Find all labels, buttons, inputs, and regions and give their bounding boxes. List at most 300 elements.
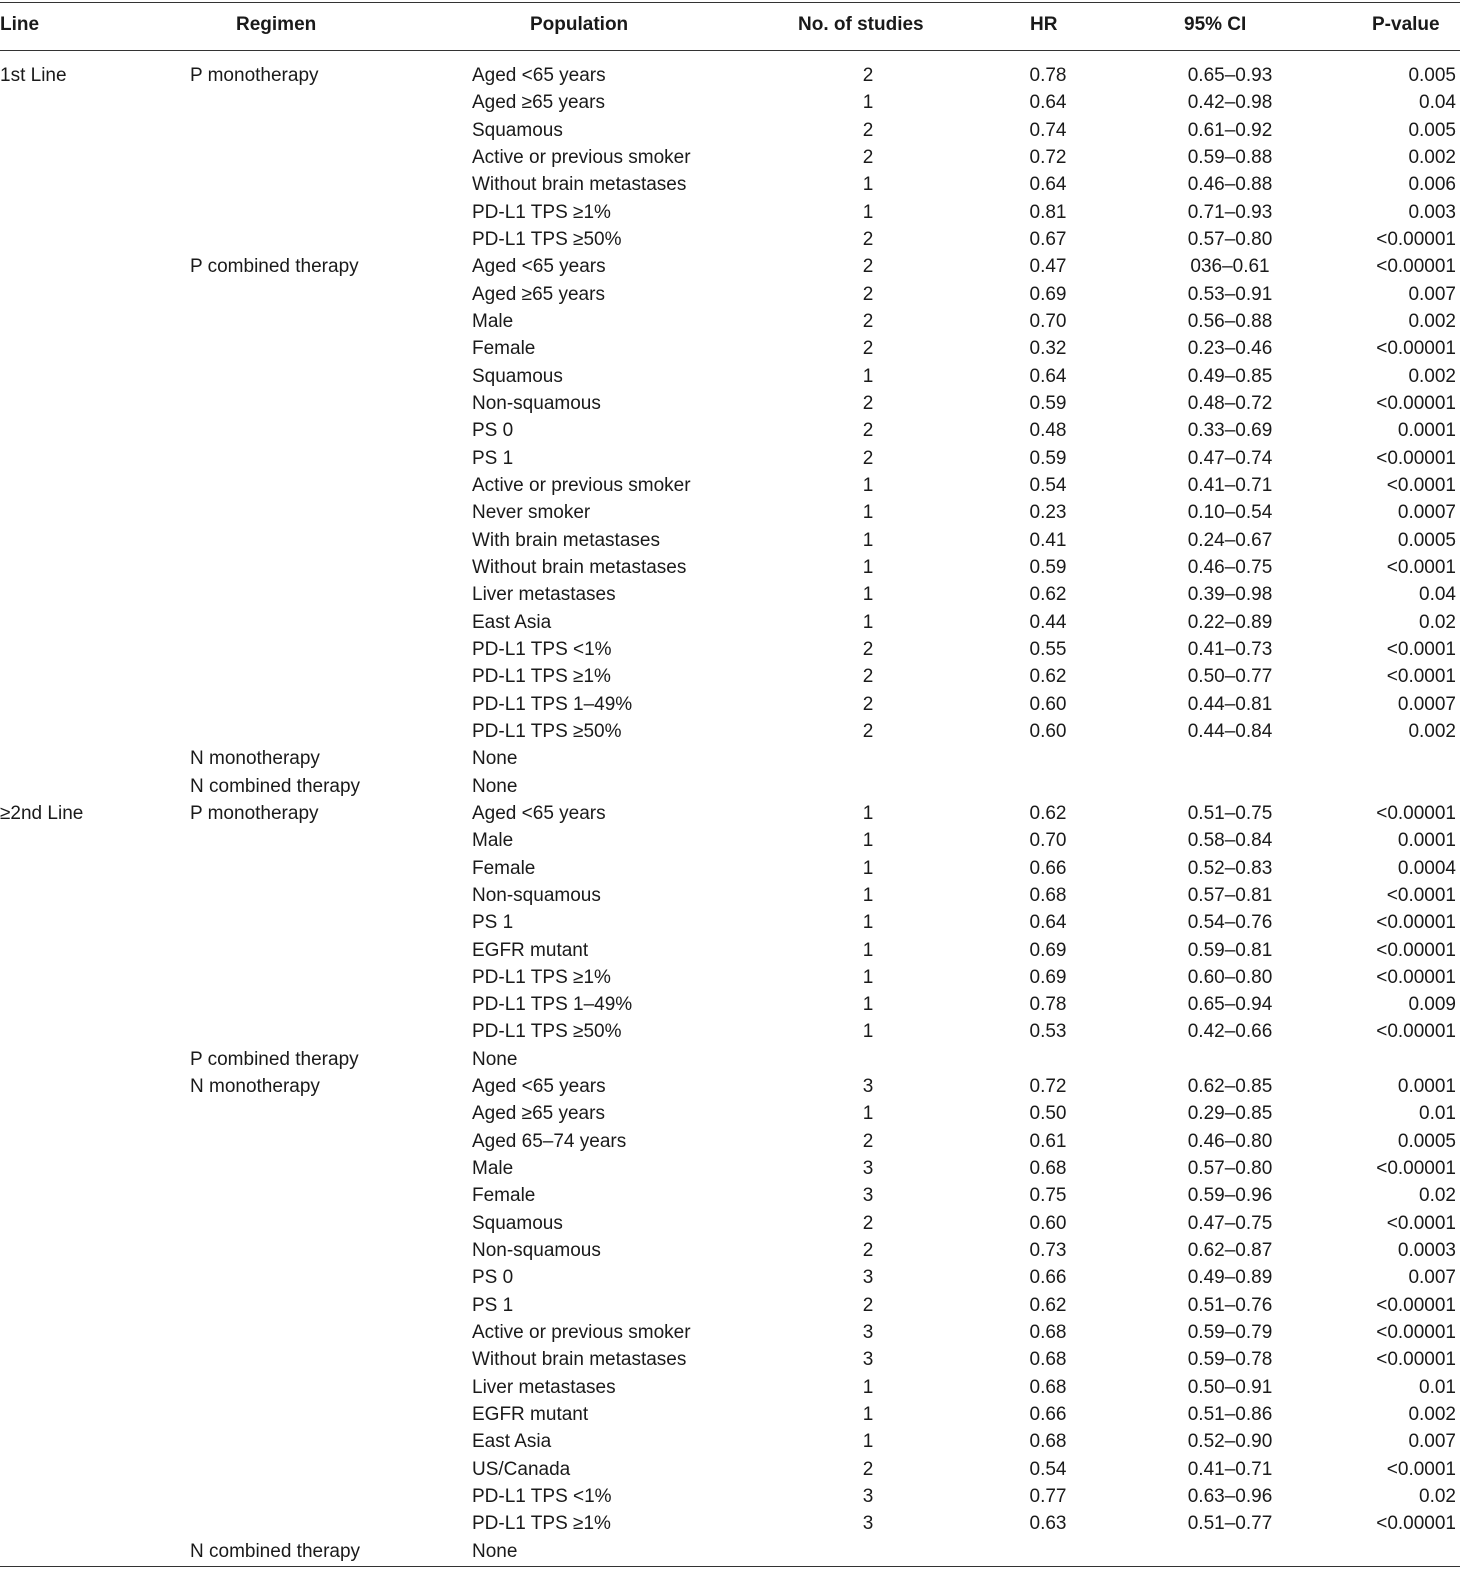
cell-studies: 2 <box>862 228 874 250</box>
cell-hr: 0.81 <box>1029 201 1067 223</box>
cell-ci: 0.50–0.77 <box>1187 666 1273 688</box>
cell-p-value: <0.00001 <box>1376 392 1456 414</box>
cell-hr: 0.60 <box>1029 1212 1067 1234</box>
table-row <box>0 718 1460 745</box>
cell-p-value: <0.00001 <box>1376 228 1456 250</box>
cell-p-value: 0.005 <box>1408 65 1456 86</box>
cell-hr: 0.32 <box>1029 338 1067 360</box>
table-row <box>0 253 1460 280</box>
cell-population: US/Canada <box>472 1458 571 1480</box>
cell-p-value: 0.002 <box>1408 720 1456 742</box>
table-row <box>0 1046 1460 1073</box>
cell-regimen: N combined therapy <box>190 775 361 797</box>
cell-p-value: <0.00001 <box>1376 1158 1456 1180</box>
cell-population: Liver metastases <box>472 1376 616 1398</box>
cell-p-value: 0.007 <box>1408 1431 1456 1453</box>
table-row <box>0 472 1460 499</box>
cell-studies: 2 <box>862 119 874 141</box>
table-row <box>0 909 1460 936</box>
cell-hr: 0.68 <box>1029 884 1067 906</box>
cell-population: PD-L1 TPS 1–49% <box>472 994 633 1016</box>
cell-ci: 0.44–0.84 <box>1187 720 1273 742</box>
cell-ci: 0.51–0.86 <box>1187 1404 1273 1426</box>
header-population: Population <box>530 14 629 35</box>
cell-p-value: 0.01 <box>1419 1103 1456 1125</box>
table-row <box>0 308 1460 335</box>
table-body <box>0 62 1460 1565</box>
cell-hr <box>1008 1538 1088 1565</box>
cell-ci: 0.57–0.80 <box>1187 1158 1273 1180</box>
cell-population: Liver metastases <box>472 584 616 606</box>
cell-hr: 0.41 <box>1029 529 1067 551</box>
cell-line: 1st Line <box>0 65 67 86</box>
cell-p-value: 0.006 <box>1408 174 1456 196</box>
table-row <box>0 499 1460 526</box>
cell-ci: 0.59–0.78 <box>1187 1349 1273 1371</box>
table-row <box>0 1346 1460 1373</box>
cell-ci: 0.39–0.98 <box>1187 584 1273 606</box>
table-row <box>0 1264 1460 1291</box>
cell-studies: 1 <box>862 994 874 1016</box>
cell-hr: 0.59 <box>1029 556 1067 578</box>
cell-population: Without brain metastases <box>472 556 687 578</box>
cell-population: Squamous <box>472 1212 563 1234</box>
cell-ci: 0.65–0.94 <box>1187 994 1273 1016</box>
cell-studies: 1 <box>862 1431 874 1453</box>
cell-studies: 2 <box>862 1458 874 1480</box>
cell-hr: 0.68 <box>1029 1158 1067 1180</box>
cell-ci: 0.41–0.71 <box>1187 474 1273 496</box>
cell-p-value: 0.04 <box>1419 584 1456 606</box>
cell-p-value: <0.00001 <box>1376 912 1456 934</box>
cell-studies: 2 <box>862 638 874 660</box>
cell-hr: 0.69 <box>1029 939 1067 961</box>
cell-ci: 0.41–0.71 <box>1187 1458 1273 1480</box>
cell-studies: 2 <box>862 1240 874 1262</box>
cell-p-value: 0.0005 <box>1397 1130 1456 1152</box>
table-row <box>0 1237 1460 1264</box>
table-row <box>0 417 1460 444</box>
cell-ci: 0.63–0.96 <box>1187 1486 1273 1508</box>
table-row <box>0 1292 1460 1319</box>
cell-hr: 0.75 <box>1029 1185 1067 1207</box>
header-line: Line <box>0 14 40 35</box>
cell-hr: 0.70 <box>1029 830 1067 852</box>
cell-population: Aged <65 years <box>472 802 606 824</box>
cell-p-value <box>1330 1538 1456 1565</box>
cell-p-value: <0.0001 <box>1386 638 1456 660</box>
cell-population: PS 0 <box>472 420 514 442</box>
cell-hr: 0.77 <box>1029 1486 1067 1508</box>
cell-studies: 1 <box>862 1376 874 1398</box>
cell-studies: 1 <box>862 1404 874 1426</box>
table-row <box>0 1018 1460 1045</box>
cell-population: Active or previous smoker <box>472 1322 691 1344</box>
table-row <box>0 800 1460 827</box>
cell-population: Without brain metastases <box>472 174 687 196</box>
table-row <box>0 281 1460 308</box>
cell-studies: 1 <box>862 830 874 852</box>
cell-hr: 0.78 <box>1029 994 1067 1016</box>
cell-population: East Asia <box>472 611 552 633</box>
cell-population: Female <box>472 857 536 879</box>
cell-p-value: <0.00001 <box>1376 939 1456 961</box>
cell-ci: 0.57–0.81 <box>1187 884 1273 906</box>
cell-p-value: <0.00001 <box>1376 1513 1456 1535</box>
cell-population: Non-squamous <box>472 392 601 414</box>
cell-ci: 0.51–0.76 <box>1187 1294 1273 1316</box>
cell-studies: 1 <box>862 502 874 524</box>
table-row <box>0 827 1460 854</box>
table-row <box>0 1374 1460 1401</box>
cell-hr: 0.62 <box>1029 666 1067 688</box>
cell-studies: 1 <box>862 912 874 934</box>
cell-ci: 0.29–0.85 <box>1187 1103 1273 1125</box>
cell-studies: 1 <box>862 611 874 633</box>
cell-hr: 0.64 <box>1029 365 1067 387</box>
cell-p-value: <0.0001 <box>1386 1458 1456 1480</box>
cell-population: None <box>472 748 518 770</box>
table-row <box>0 964 1460 991</box>
cell-studies: 2 <box>862 420 874 442</box>
cell-regimen: N monotherapy <box>190 748 320 770</box>
cell-p-value: 0.0001 <box>1397 1076 1456 1098</box>
cell-hr: 0.73 <box>1029 1240 1067 1262</box>
cell-studies: 1 <box>862 92 874 114</box>
cell-ci: 0.10–0.54 <box>1187 502 1273 524</box>
cell-population: Aged ≥65 years <box>472 92 605 114</box>
header-hr: HR <box>1030 14 1058 35</box>
cell-p-value: 0.02 <box>1419 1185 1456 1207</box>
cell-regimen: N monotherapy <box>190 1076 320 1098</box>
table-row <box>0 335 1460 362</box>
cell-studies: 1 <box>862 365 874 387</box>
cell-ci: 0.47–0.75 <box>1187 1212 1273 1234</box>
cell-studies: 2 <box>862 666 874 688</box>
cell-hr: 0.66 <box>1029 857 1067 879</box>
cell-p-value: <0.00001 <box>1376 447 1456 469</box>
cell-ci: 0.46–0.88 <box>1187 174 1273 196</box>
cell-ci: 0.24–0.67 <box>1187 529 1273 551</box>
cell-population: PD-L1 TPS ≥1% <box>472 666 611 688</box>
cell-hr: 0.64 <box>1029 912 1067 934</box>
cell-studies: 2 <box>862 338 874 360</box>
cell-studies: 2 <box>862 65 874 86</box>
cell-line: ≥2nd Line <box>0 802 84 824</box>
table-row <box>0 62 1460 89</box>
cell-ci: 0.65–0.93 <box>1187 65 1273 86</box>
cell-ci: 0.42–0.66 <box>1187 1021 1273 1043</box>
cell-studies: 2 <box>862 310 874 332</box>
cell-studies: 2 <box>862 720 874 742</box>
cell-population: Female <box>472 1185 536 1207</box>
cell-ci: 0.56–0.88 <box>1187 310 1273 332</box>
table-row <box>0 745 1460 772</box>
cell-studies <box>828 745 908 772</box>
table-row <box>0 1456 1460 1483</box>
cell-hr <box>1008 1046 1088 1073</box>
table-row <box>0 554 1460 581</box>
cell-hr: 0.66 <box>1029 1404 1067 1426</box>
cell-hr: 0.68 <box>1029 1349 1067 1371</box>
cell-studies: 1 <box>862 201 874 223</box>
cell-studies: 1 <box>862 1103 874 1125</box>
cell-hr: 0.63 <box>1029 1513 1067 1535</box>
cell-ci: 0.57–0.80 <box>1187 228 1273 250</box>
cell-ci: 0.48–0.72 <box>1187 392 1273 414</box>
cell-ci <box>1160 1538 1300 1565</box>
cell-population: PD-L1 TPS ≥1% <box>472 966 611 988</box>
cell-population: None <box>472 1048 518 1070</box>
cell-ci: 0.62–0.85 <box>1187 1076 1273 1098</box>
cell-p-value: 0.0004 <box>1397 857 1456 879</box>
cell-hr: 0.61 <box>1029 1130 1067 1152</box>
cell-studies: 1 <box>862 474 874 496</box>
cell-hr: 0.72 <box>1029 1076 1067 1098</box>
cell-ci: 0.52–0.90 <box>1187 1431 1273 1453</box>
cell-studies: 3 <box>862 1322 874 1344</box>
table-row <box>0 581 1460 608</box>
cell-population: PS 0 <box>472 1267 514 1289</box>
cell-ci: 0.71–0.93 <box>1187 201 1273 223</box>
cell-ci: 0.59–0.88 <box>1187 146 1273 168</box>
cell-population: PS 1 <box>472 1294 514 1316</box>
table-row <box>0 691 1460 718</box>
cell-hr: 0.54 <box>1029 474 1067 496</box>
cell-p-value: <0.0001 <box>1386 474 1456 496</box>
cell-population: With brain metastases <box>472 529 660 551</box>
cell-population: None <box>472 1540 518 1562</box>
cell-hr: 0.48 <box>1029 420 1067 442</box>
cell-population: Aged ≥65 years <box>472 283 605 305</box>
table-row <box>0 609 1460 636</box>
cell-p-value: <0.0001 <box>1386 666 1456 688</box>
table-row <box>0 171 1460 198</box>
cell-hr: 0.47 <box>1029 256 1067 278</box>
cell-p-value: 0.009 <box>1408 994 1456 1016</box>
table-row <box>0 991 1460 1018</box>
cell-ci: 0.60–0.80 <box>1187 966 1273 988</box>
cell-p-value: 0.0001 <box>1397 830 1456 852</box>
cell-hr: 0.68 <box>1029 1431 1067 1453</box>
cell-hr: 0.68 <box>1029 1376 1067 1398</box>
cell-p-value: 0.002 <box>1408 146 1456 168</box>
cell-studies: 2 <box>862 447 874 469</box>
cell-population: Active or previous smoker <box>472 146 691 168</box>
cell-population: PD-L1 TPS <1% <box>472 1486 612 1508</box>
cell-population: Aged <65 years <box>472 256 606 278</box>
table-row <box>0 445 1460 472</box>
cell-studies: 3 <box>862 1486 874 1508</box>
cell-hr: 0.78 <box>1029 65 1067 86</box>
cell-studies: 1 <box>862 174 874 196</box>
cell-studies: 1 <box>862 939 874 961</box>
cell-p-value: <0.0001 <box>1386 1212 1456 1234</box>
cell-ci: 0.41–0.73 <box>1187 638 1273 660</box>
cell-population: Female <box>472 338 536 360</box>
table-row <box>0 1073 1460 1100</box>
cell-studies: 2 <box>862 693 874 715</box>
cell-hr: 0.50 <box>1029 1103 1067 1125</box>
cell-ci: 0.59–0.81 <box>1187 939 1273 961</box>
table-row <box>0 937 1460 964</box>
cell-studies: 3 <box>862 1513 874 1535</box>
cell-p-value: 0.0007 <box>1397 502 1456 524</box>
cell-regimen: P monotherapy <box>190 802 319 824</box>
table-row <box>0 773 1460 800</box>
table-row <box>0 1538 1460 1565</box>
table-row <box>0 636 1460 663</box>
cell-ci: 0.42–0.98 <box>1187 92 1273 114</box>
cell-studies: 1 <box>862 966 874 988</box>
cell-population: PD-L1 TPS ≥50% <box>472 720 622 742</box>
cell-studies <box>828 1538 908 1565</box>
cell-hr: 0.67 <box>1029 228 1067 250</box>
header-regimen: Regimen <box>236 14 317 35</box>
table-row <box>0 117 1460 144</box>
table-row <box>0 663 1460 690</box>
table-row <box>0 1128 1460 1155</box>
cell-regimen: P combined therapy <box>190 256 359 278</box>
cell-hr: 0.54 <box>1029 1458 1067 1480</box>
cell-ci: 0.33–0.69 <box>1187 420 1273 442</box>
cell-hr: 0.23 <box>1029 502 1067 524</box>
cell-ci: 0.53–0.91 <box>1187 283 1273 305</box>
cell-hr: 0.59 <box>1029 392 1067 414</box>
table-row <box>0 1319 1460 1346</box>
cell-hr: 0.62 <box>1029 802 1067 824</box>
cell-p-value: 0.007 <box>1408 283 1456 305</box>
cell-population: Squamous <box>472 119 563 141</box>
cell-p-value: 0.007 <box>1408 1267 1456 1289</box>
cell-studies: 3 <box>862 1158 874 1180</box>
cell-p-value: <0.0001 <box>1386 556 1456 578</box>
cell-p-value <box>1330 1046 1456 1073</box>
cell-ci: 0.51–0.75 <box>1187 802 1273 824</box>
cell-hr: 0.59 <box>1029 447 1067 469</box>
table-row <box>0 1401 1460 1428</box>
header-ci: 95% CI <box>1184 14 1247 35</box>
table-row <box>0 144 1460 171</box>
cell-population: Active or previous smoker <box>472 474 691 496</box>
cell-p-value: 0.02 <box>1419 1486 1456 1508</box>
cell-ci: 0.50–0.91 <box>1187 1376 1273 1398</box>
cell-population: Aged ≥65 years <box>472 1103 605 1125</box>
cell-p-value: 0.002 <box>1408 310 1456 332</box>
cell-population: Non-squamous <box>472 884 601 906</box>
cell-population: Non-squamous <box>472 1240 601 1262</box>
cell-ci: 0.44–0.81 <box>1187 693 1273 715</box>
cell-p-value: 0.003 <box>1408 201 1456 223</box>
cell-hr: 0.44 <box>1029 611 1067 633</box>
cell-ci: 0.49–0.85 <box>1187 365 1273 387</box>
cell-studies: 3 <box>862 1349 874 1371</box>
cell-p-value: 0.0003 <box>1397 1240 1456 1262</box>
table-row <box>0 1483 1460 1510</box>
cell-population: Never smoker <box>472 502 591 524</box>
table-row <box>0 199 1460 226</box>
bottom-rule <box>0 1566 1460 1567</box>
cell-hr: 0.66 <box>1029 1267 1067 1289</box>
header-studies: No. of studies <box>798 14 924 35</box>
cell-p-value: 0.002 <box>1408 1404 1456 1426</box>
cell-p-value: <0.00001 <box>1376 338 1456 360</box>
cell-studies: 2 <box>862 1130 874 1152</box>
cell-studies: 1 <box>862 1021 874 1043</box>
cell-p-value: <0.00001 <box>1376 1322 1456 1344</box>
cell-ci: 0.46–0.80 <box>1187 1130 1273 1152</box>
cell-ci <box>1160 1046 1300 1073</box>
table-row <box>0 1100 1460 1127</box>
cell-population: Aged <65 years <box>472 65 606 86</box>
cell-studies: 3 <box>862 1185 874 1207</box>
cell-studies: 1 <box>862 802 874 824</box>
cell-p-value: <0.00001 <box>1376 1349 1456 1371</box>
cell-p-value: 0.01 <box>1419 1376 1456 1398</box>
cell-hr: 0.62 <box>1029 584 1067 606</box>
cell-ci: 0.47–0.74 <box>1187 447 1273 469</box>
cell-ci <box>1160 773 1300 800</box>
cell-p-value: <0.0001 <box>1386 884 1456 906</box>
cell-studies: 1 <box>862 884 874 906</box>
cell-studies: 2 <box>862 256 874 278</box>
table-row <box>0 527 1460 554</box>
cell-p-value: <0.00001 <box>1376 966 1456 988</box>
cell-hr: 0.60 <box>1029 720 1067 742</box>
cell-p-value: 0.0005 <box>1397 529 1456 551</box>
header-rule <box>0 50 1460 51</box>
cell-p-value <box>1330 773 1456 800</box>
cell-population: Male <box>472 310 514 332</box>
cell-ci: 0.59–0.96 <box>1187 1185 1273 1207</box>
cell-hr <box>1008 773 1088 800</box>
cell-population: Aged <65 years <box>472 1076 606 1098</box>
cell-hr: 0.74 <box>1029 119 1067 141</box>
cell-population: None <box>472 775 518 797</box>
cell-hr: 0.69 <box>1029 966 1067 988</box>
cell-regimen: N combined therapy <box>190 1540 361 1562</box>
cell-regimen: P combined therapy <box>190 1048 359 1070</box>
header-p-value: P-value <box>1372 14 1440 35</box>
cell-population: PD-L1 TPS <1% <box>472 638 612 660</box>
cell-studies: 2 <box>862 283 874 305</box>
cell-hr: 0.68 <box>1029 1322 1067 1344</box>
cell-p-value: 0.002 <box>1408 365 1456 387</box>
table-row <box>0 1182 1460 1209</box>
cell-hr: 0.64 <box>1029 174 1067 196</box>
cell-hr: 0.53 <box>1029 1021 1067 1043</box>
cell-studies: 1 <box>862 584 874 606</box>
table-row <box>0 226 1460 253</box>
cell-population: PD-L1 TPS ≥50% <box>472 1021 622 1043</box>
cell-studies: 2 <box>862 146 874 168</box>
table-row <box>0 1155 1460 1182</box>
cell-p-value: 0.005 <box>1408 119 1456 141</box>
cell-hr: 0.64 <box>1029 92 1067 114</box>
cell-p-value <box>1330 745 1456 772</box>
cell-studies: 2 <box>862 1212 874 1234</box>
cell-population: PS 1 <box>472 912 514 934</box>
table-row <box>0 390 1460 417</box>
cell-studies: 2 <box>862 1294 874 1316</box>
cell-hr: 0.55 <box>1029 638 1067 660</box>
cell-studies: 1 <box>862 529 874 551</box>
cell-p-value: <0.00001 <box>1376 1294 1456 1316</box>
cell-p-value: 0.0007 <box>1397 693 1456 715</box>
cell-hr: 0.60 <box>1029 693 1067 715</box>
cell-ci: 0.46–0.75 <box>1187 556 1273 578</box>
cell-ci: 0.22–0.89 <box>1187 611 1273 633</box>
